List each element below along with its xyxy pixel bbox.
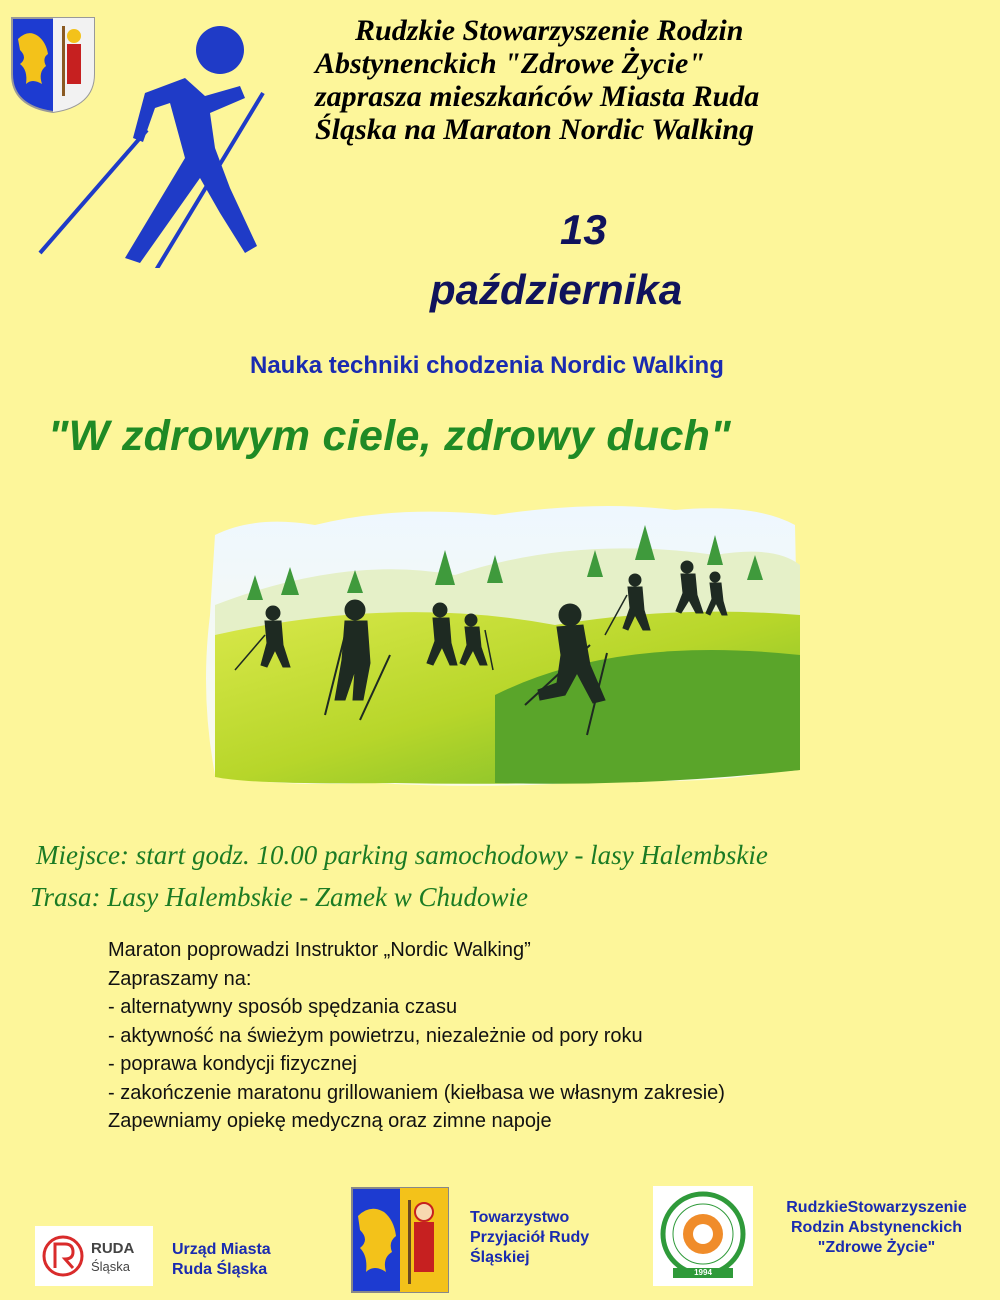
association-label-line2: Rodzin Abstynenckich: [791, 1219, 962, 1236]
association-badge-logo: [653, 1186, 753, 1286]
detail-line: - aktywność na świeżym powietrzu, niezależnie od pory roku: [108, 1024, 643, 1047]
city-logo-text: RUDA: [91, 1240, 135, 1257]
event-month: października: [430, 266, 683, 313]
city-label-line1: Urząd Miasta: [172, 1241, 271, 1258]
event-subtitle: Nauka techniki chodzenia Nordic Walking: [250, 352, 724, 379]
city-logo-subtext: Śląska: [91, 1259, 131, 1274]
detail-line: - alternatywny sposób spędzania czasu: [108, 996, 458, 1018]
association-badge-year: 1994: [694, 1268, 712, 1277]
association-label-line3: "Zdrowe Życie": [817, 1239, 936, 1256]
header-line: Rudzkie Stowarzyszenie Rodzin: [355, 14, 744, 47]
detail-line: - zakończenie maratonu grillowaniem (kiełbasa we własnym zakresie): [108, 1081, 725, 1104]
towarzystwo-label-line1: Towarzystwo: [470, 1209, 570, 1226]
detail-line: Maraton poprowadzi Instruktor „Nordic Walking”: [108, 939, 531, 961]
association-label-line1: RudzkieStowarzyszenie: [786, 1199, 967, 1216]
towarzystwo-label-line2: Przyjaciół Rudy: [470, 1229, 590, 1246]
event-day: 13: [560, 206, 607, 253]
header-line: Śląska na Maraton Nordic Walking: [315, 113, 754, 146]
towarzystwo-coat-of-arms-logo: [350, 1186, 450, 1294]
ruda-slaska-city-logo: [35, 1226, 153, 1286]
city-sponsor-label: [172, 1240, 271, 1280]
association-sponsor-label: [764, 1198, 989, 1258]
header-line: zaprasza mieszkańców Miasta Ruda: [315, 80, 760, 113]
towarzystwo-label-line3: Śląskiej: [470, 1249, 530, 1266]
detail-line: Zapewniamy opiekę medyczną oraz zimne napoje: [108, 1110, 552, 1132]
city-label-line2: Ruda Śląska: [172, 1261, 268, 1278]
detail-line: Zapraszamy na:: [108, 967, 252, 990]
nordic-walking-illustration: [195, 495, 805, 790]
event-details: [108, 936, 725, 1136]
nordic-walker-icon: [35, 18, 275, 268]
event-motto: "W zdrowym ciele, zdrowy duch": [48, 412, 731, 460]
detail-line: - poprawa kondycji fizycznej: [108, 1053, 357, 1075]
towarzystwo-sponsor-label: [470, 1208, 589, 1268]
event-route: Trasa: Lasy Halembskie - Zamek w Chudowie: [30, 882, 528, 912]
header-line: Abstynenckich "Zdrowe Życie": [315, 47, 705, 80]
header-invitation: [300, 14, 960, 146]
event-location: Miejsce: start godz. 10.00 parking samochodowy - lasy Halembskie: [36, 840, 768, 870]
